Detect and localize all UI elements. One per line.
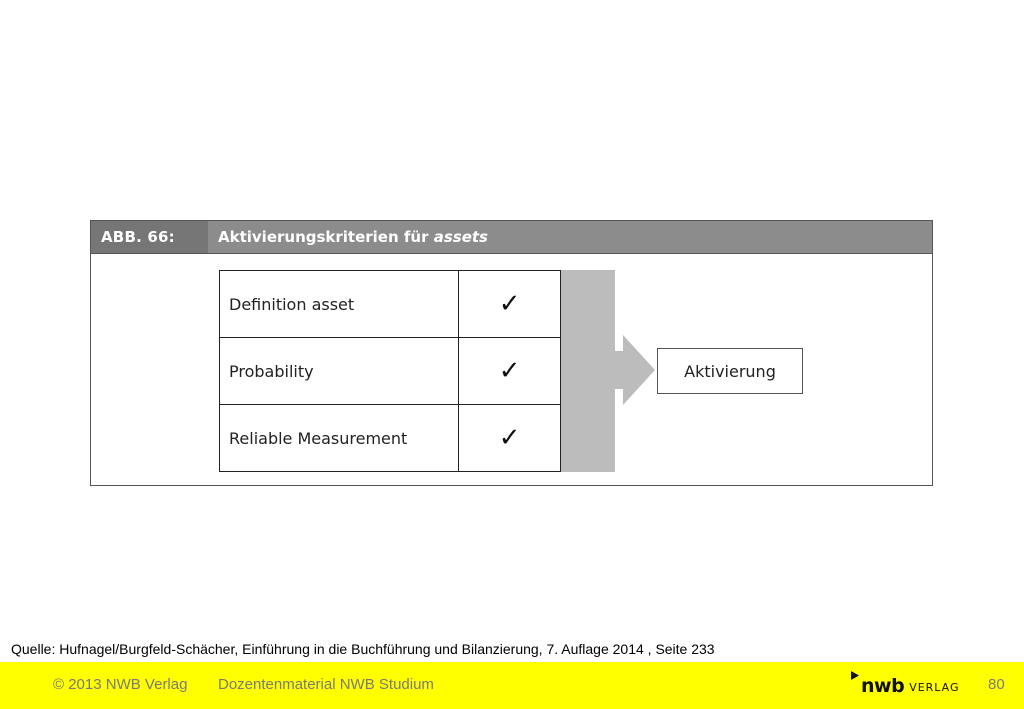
criterion-name: Definition asset [220,271,459,338]
arrow-right-icon [613,335,655,405]
logo-main-text: nwb [861,675,905,697]
logo-sub-text: VERLAG [909,681,960,694]
figure-title-emphasis: assets [433,228,488,246]
criterion-name: Reliable Measurement [220,405,459,472]
figure-label-cell [91,221,208,253]
figure-label: ABB. 66: [101,228,175,246]
criteria-row [220,338,561,405]
checkmark-icon: ✓ [459,405,561,472]
logo-triangle-icon [851,671,859,680]
checkmark-icon: ✓ [459,338,561,405]
figure-header [91,221,932,254]
result-box: Aktivierung [657,348,803,394]
page-number: 80 [988,676,1005,693]
source-citation: Quelle: Hufnagel/Burgfeld-Schächer, Einführung in die Buchführung und Bilanzierung, 7. Auflage 2014 , Seite 233 [11,641,715,657]
footer-bar [0,662,1024,709]
criteria-row [220,271,561,338]
criterion-name: Probability [220,338,459,405]
figure-box [90,220,933,486]
footer-copyright: © 2013 NWB Verlag [53,676,188,693]
criteria-table [219,270,561,472]
nwb-logo [851,670,960,698]
footer-course-title: Dozentenmaterial NWB Studium [218,676,434,693]
checkmark-icon: ✓ [459,271,561,338]
figure-title-prefix: Aktivierungskriterien für [218,228,434,246]
criteria-row [220,405,561,472]
grey-bracket-bar [561,270,615,472]
figure-title [218,228,488,246]
